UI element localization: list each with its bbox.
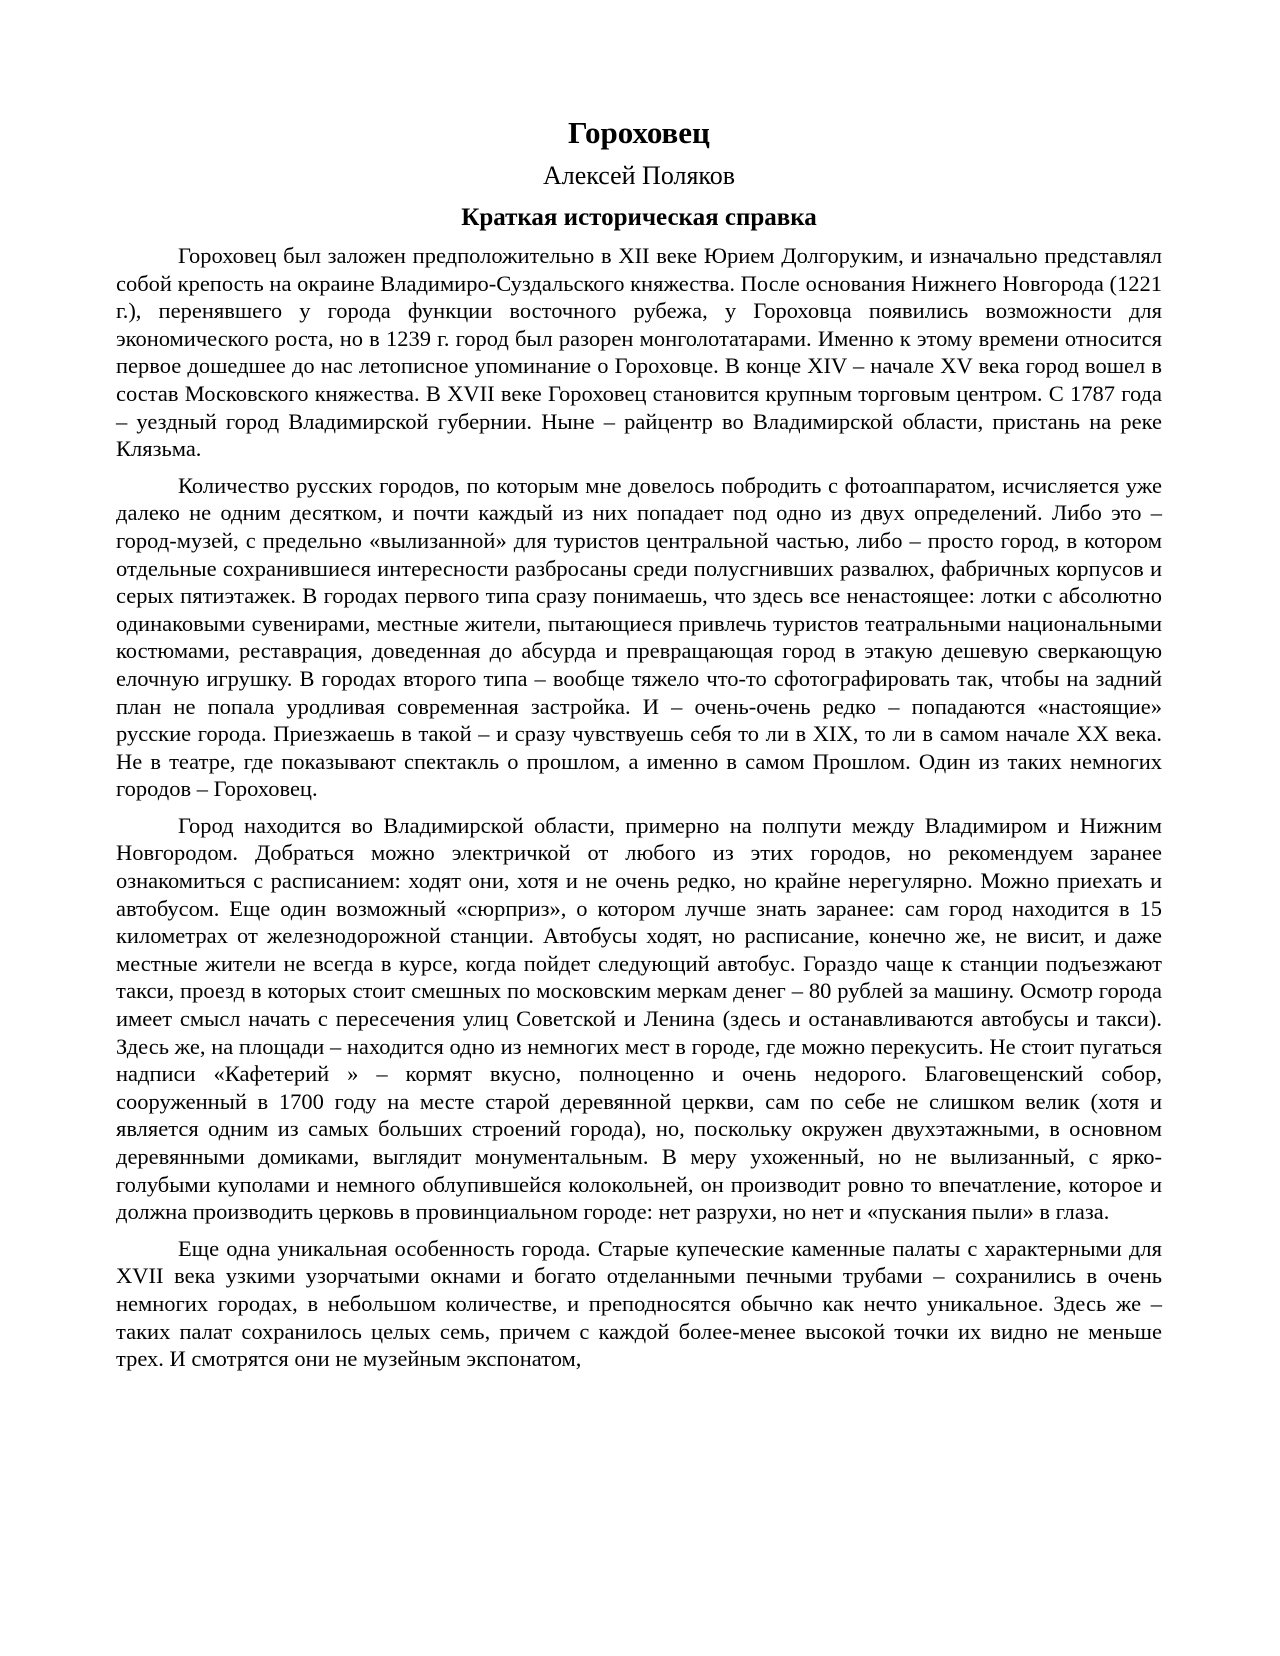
- document-page: [116, 110, 1162, 1382]
- paragraph: Гороховец был заложен предположительно в XII веке Юрием Долгоруким, и изначально представлял собой крепость на окраине Владимиро-Суздальского княжества. После основания Нижнего Новгорода (1221 г.), перенявшего у города функции восточного рубежа, у Гороховца появились возможности для экономического роста, но в 1239 г. город был разорен монголотатарами. Именно к этому времени относится первое дошедшее до нас летописное упоминание о Гороховце. В конце XIV – начале XV века город вошел в состав Московского княжества. В XVII веке Гороховец становится крупным торговым центром. С 1787 года – уездный город Владимирской губернии. Ныне – райцентр во Владимирской области, пристань на реке Клязьма.: [116, 243, 1162, 462]
- paragraph: Еще одна уникальная особенность города. Старые купеческие каменные палаты с характерными для XVII века узкими узорчатыми окнами и богато отделанными печными трубами – сохранились в очень немногих городах, в небольшом количестве, и преподносятся обычно как нечто уникальное. Здесь же – таких палат сохранилось целых семь, причем с каждой более-менее высокой точки их видно не меньше трех. И смотрятся они не музейным экспонатом,: [116, 1235, 1162, 1372]
- author-name: Алексей Поляков: [542, 161, 736, 190]
- document-title: Гороховец: [568, 115, 710, 150]
- paragraph: Город находится во Владимирской области, примерно на полпути между Владимиром и Нижним Новгородом. Добраться можно электричкой от любого из этих городов, но рекомендуем заранее ознакомиться с расписанием: ходят они, хотя и не очень редко, но крайне нерегулярно. Можно приехать и автобусом. Еще один возможный «сюрприз», о котором лучше знать заранее: сам город находится в 15 километрах от железнодорожной станции. Автобусы ходят, но расписание, конечно же, не висит, и даже местные жители не всегда в курсе, когда пойдет следующий автобус. Гораздо чаще к станции подъезжают такси, проезд в которых стоит смешных по московским меркам денег – 80 рублей за машину. Осмотр города имеет смысл начать с пересечения улиц Советской и Ленина (здесь и останавливаются автобусы и такси). Здесь же, на площади – находится одно из немногих мест в городе, где можно перекусить. Не стоит пугаться надписи «Кафетерий » – кормят вкусно, полноценно и очень недорого. Благовещенский собор, сооруженный в 1700 году на месте старой деревянной церкви, сам по себе не слишком велик (хотя и является одним из самых больших строений города), но, поскольку окружен двухэтажными, в основном деревянными домиками, выглядит монументальным. В меру ухоженный, но не вылизанный, с ярко-голубыми куполами и немного облупившейся колокольней, он производит ровно то впечатление, которое и должна производить церковь в провинциальном городе: нет разрухи, но нет и «пускания пыли» в глаза.: [116, 812, 1162, 1225]
- paragraph: Количество русских городов, по которым мне довелось побродить с фотоаппаратом, исчисляется уже далеко не одним десятком, и почти каждый из них попадает под одно из двух определений. Либо это – город-музей, с предельно «вылизанной» для туристов центральной частью, либо – просто город, в котором отдельные сохранившиеся интересности разбросаны среди полусгнивших развалюх, фабричных корпусов и серых пятиэтажек. В городах первого типа сразу понимаешь, что здесь все ненастоящее: лотки с абсолютно одинаковыми сувенирами, местные жители, пытающиеся привлечь туристов театральными национальными костюмами, реставрация, доведенная до абсурда и превращающая город в этакую дешевую сверкающую елочную игрушку. В городах второго типа – вообще тяжело что-то сфотографировать так, чтобы на задний план не попала уродливая современная застройка. И – очень-очень редко – попадаются «настоящие» русские города. Приезжаешь в такой – и сразу чувствуешь себя то ли в XIX, то ли в самом начале XX века. Не в театре, где показывают спектакль о прошлом, а именно в самом Прошлом. Один из таких немногих городов – Гороховец.: [116, 472, 1162, 802]
- section-title: Краткая историческая справка: [461, 204, 817, 231]
